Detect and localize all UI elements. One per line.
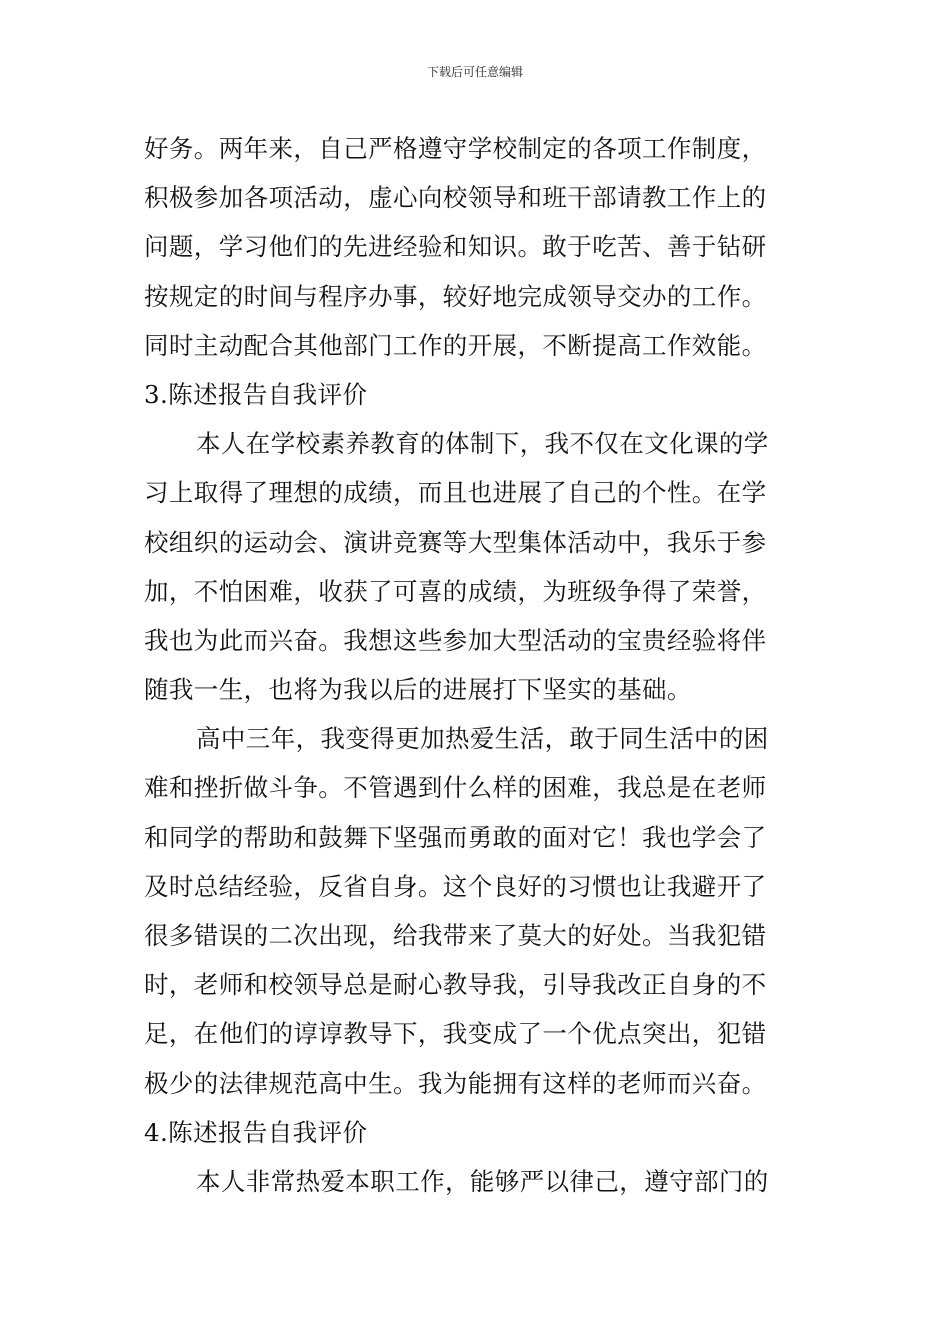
text-line: 问题，学习他们的先进经验和知识。敢于吃苦、善于钻研 (144, 232, 767, 262)
text-line: 极少的法律规范高中生。我为能拥有这样的老师而兴奋。 (144, 1068, 767, 1098)
text-line: 我也为此而兴奋。我想这些参加大型活动的宝贵经验将伴 (144, 625, 767, 655)
text-line: 本人非常热爱本职工作，能够严以律己，遵守部门的 (196, 1166, 769, 1196)
text-line: 难和挫折做斗争。不管遇到什么样的困难，我总是在老师 (144, 773, 767, 803)
text-line: 随我一生，也将为我以后的进展打下坚实的基础。 (144, 675, 692, 705)
section-heading: 4.陈述报告自我评价 (144, 1117, 368, 1147)
text-line: 校组织的运动会、演讲竞赛等大型集体活动中，我乐于参 (144, 527, 767, 557)
section-heading: 3.陈述报告自我评价 (144, 379, 368, 409)
text-line: 足，在他们的谆谆教导下，我变成了一个优点突出，犯错 (144, 1019, 767, 1049)
text-line: 好务。两年来，自己严格遵守学校制定的各项工作制度， (144, 134, 767, 163)
text-line: 及时总结经验，反省自身。这个良好的习惯也让我避开了 (144, 871, 767, 901)
page-header: 下载后可任意编辑 (426, 65, 523, 79)
document-body (144, 124, 814, 1206)
text-line: 按规定的时间与程序办事，较好地完成领导交办的工作。 (144, 281, 767, 311)
text-line: 很多错误的二次出现，给我带来了莫大的好处。当我犯错 (144, 921, 767, 950)
text-line: 高中三年，我变得更加热爱生活，敢于同生活中的困 (196, 724, 769, 754)
text-line: 和同学的帮助和鼓舞下坚强而勇敢的面对它！我也学会了 (144, 822, 767, 852)
text-line: 时，老师和校领导总是耐心教导我，引导我改正自身的不 (144, 970, 767, 1000)
text-line: 同时主动配合其他部门工作的开展，不断提高工作效能。 (144, 330, 767, 360)
text-line: 积极参加各项活动，虚心向校领导和班干部请教工作上的 (144, 183, 767, 213)
text-line: 本人在学校素养教育的体制下，我不仅在文化课的学 (196, 429, 769, 459)
text-line: 加，不怕困难，收获了可喜的成绩，为班级争得了荣誉， (144, 576, 767, 606)
text-line: 习上取得了理想的成绩，而且也进展了自己的个性。在学 (144, 478, 767, 508)
